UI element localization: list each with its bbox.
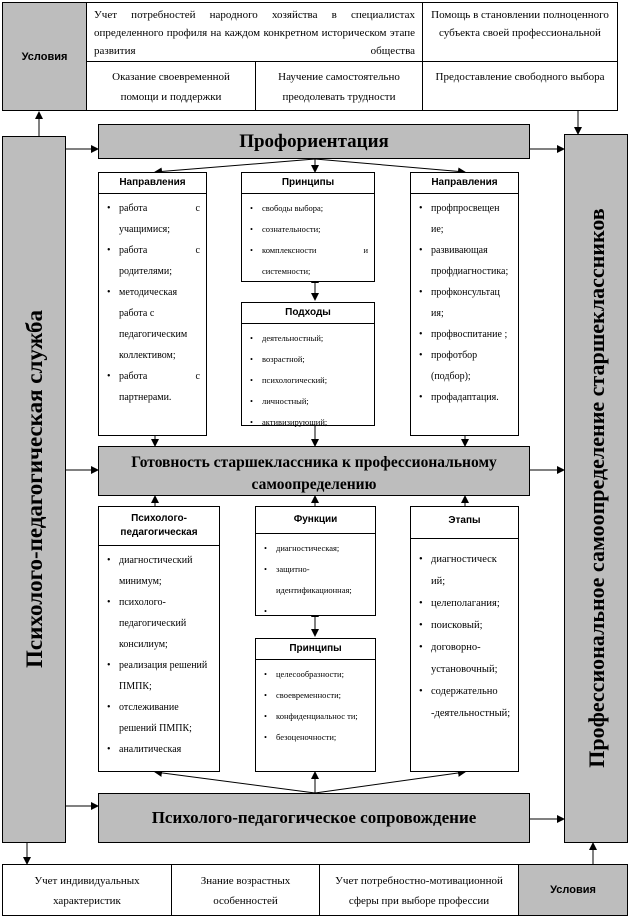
top-conditions-label: Условия	[2, 2, 87, 111]
functions-header: Функции	[256, 507, 375, 534]
psych-ped-list	[99, 546, 219, 760]
list-item: • работа с родителями;	[107, 240, 200, 282]
self-determination-column	[564, 134, 628, 843]
top-condition-economy-needs: Учет потребностей народного хозяйства в специалистах определенного профиля на каждом конкретном историческом этапе развития общества	[86, 2, 423, 62]
approaches-box	[241, 302, 375, 426]
directions-left-box	[98, 172, 207, 436]
bottom-condition-age: Знание возрастных особенностей	[171, 864, 320, 916]
directions-left-header: Направления	[99, 173, 206, 194]
directions-right-list	[411, 194, 518, 408]
principles-header: Принципы	[242, 173, 374, 194]
list-item: • аналитическая	[107, 739, 213, 760]
psych-ped-box	[98, 506, 220, 772]
support-title: Психолого-педагогическое сопровождение	[98, 793, 530, 843]
stages-list	[411, 539, 518, 725]
directions-right-header: Направления	[411, 173, 518, 194]
principles-box	[241, 172, 375, 282]
list-item: • конфиденциальнос ти;	[264, 706, 369, 727]
directions-left-list	[99, 194, 206, 408]
list-item: • содержательно -деятельностный;	[419, 681, 512, 725]
list-item: • работа с партнерами.	[107, 366, 200, 408]
list-item: • личностный;	[250, 391, 368, 412]
functions-list	[256, 534, 375, 601]
top-condition-timely-help: Оказание своевременной помощи и поддержки	[86, 61, 256, 111]
directions-right-box	[410, 172, 519, 436]
list-item: • профадаптация.	[419, 387, 512, 408]
list-item: • профпросвещен ие;	[419, 198, 512, 240]
stages-box	[410, 506, 519, 772]
list-item: • диагностическая;	[264, 538, 369, 559]
list-item: • профконсультац ия;	[419, 282, 512, 324]
approaches-header: Подходы	[242, 303, 374, 324]
list-item: • диагностический минимум;	[107, 550, 213, 592]
list-item: • комплексности и системности;	[250, 240, 368, 282]
list-item: • развивающая профдиагностика;	[419, 240, 512, 282]
top-condition-subject-formation: Помощь в становлении полноценного субъекта своей профессиональной	[422, 2, 618, 62]
list-item: • целеполагания;	[419, 593, 512, 615]
list-item: • возрастной;	[250, 349, 368, 370]
approaches-list	[242, 324, 374, 433]
top-condition-free-choice: Предоставление свободного выбора	[422, 61, 618, 111]
psych-ped-header: Психолого-педагогическая	[99, 507, 219, 546]
list-item: • профотбор (подбор);	[419, 345, 512, 387]
list-item: • методическая работа с педагогическим коллективом;	[107, 282, 200, 366]
list-item: • договорно-установочный;	[419, 637, 512, 681]
readiness-box	[98, 446, 530, 496]
list-item: • поисковый;	[419, 615, 512, 637]
list-item: • деятельностный;	[250, 328, 368, 349]
support-principles-list	[256, 660, 375, 748]
bottom-conditions-label: Условия	[518, 864, 628, 916]
readiness-title-cut: самоопределению	[251, 476, 377, 493]
list-item: • целесообразности;	[264, 664, 369, 685]
list-item: • реализация решений ПМПК;	[107, 655, 213, 697]
proforientation-title: Профориентация	[98, 124, 530, 159]
support-principles-box	[255, 638, 376, 772]
bottom-condition-individual: Учет индивидуальных характеристик	[2, 864, 172, 916]
list-item: • отслеживание решений ПМПК;	[107, 697, 213, 739]
psych-ped-service-column	[2, 136, 66, 843]
bottom-condition-motivation: Учет потребностно-мотивационной сферы при выборе профессии	[319, 864, 519, 916]
principles-list	[242, 194, 374, 282]
stages-header: Этапы	[411, 507, 518, 539]
support-principles-header: Принципы	[256, 639, 375, 660]
list-item: • психологический;	[250, 370, 368, 391]
list-item: • активизирующий;	[250, 412, 368, 433]
list-item: • своевременности;	[264, 685, 369, 706]
list-item: • диагностическ ий;	[419, 549, 512, 593]
list-item: • свободы выбора;	[250, 198, 368, 219]
self-determination-title: Профессиональное самоопределение старшеклассников	[584, 208, 609, 768]
readiness-title: Готовность старшеклассника к профессиональному	[131, 454, 497, 471]
list-item: • безоценочности;	[264, 727, 369, 748]
list-item: • сознательности;	[250, 219, 368, 240]
list-item: • защитно-идентификационная;	[264, 559, 369, 601]
psych-ped-service-title: Психолого-педагогическая служба	[22, 310, 47, 668]
list-item: • профвоспитание ;	[419, 324, 512, 345]
list-item: • работа с учащимися;	[107, 198, 200, 240]
top-condition-overcome-difficulties: Научение самостоятельно преодолевать трудности	[255, 61, 423, 111]
list-item: • психолого-педагогический консилиум;	[107, 592, 213, 655]
functions-box	[255, 506, 376, 616]
